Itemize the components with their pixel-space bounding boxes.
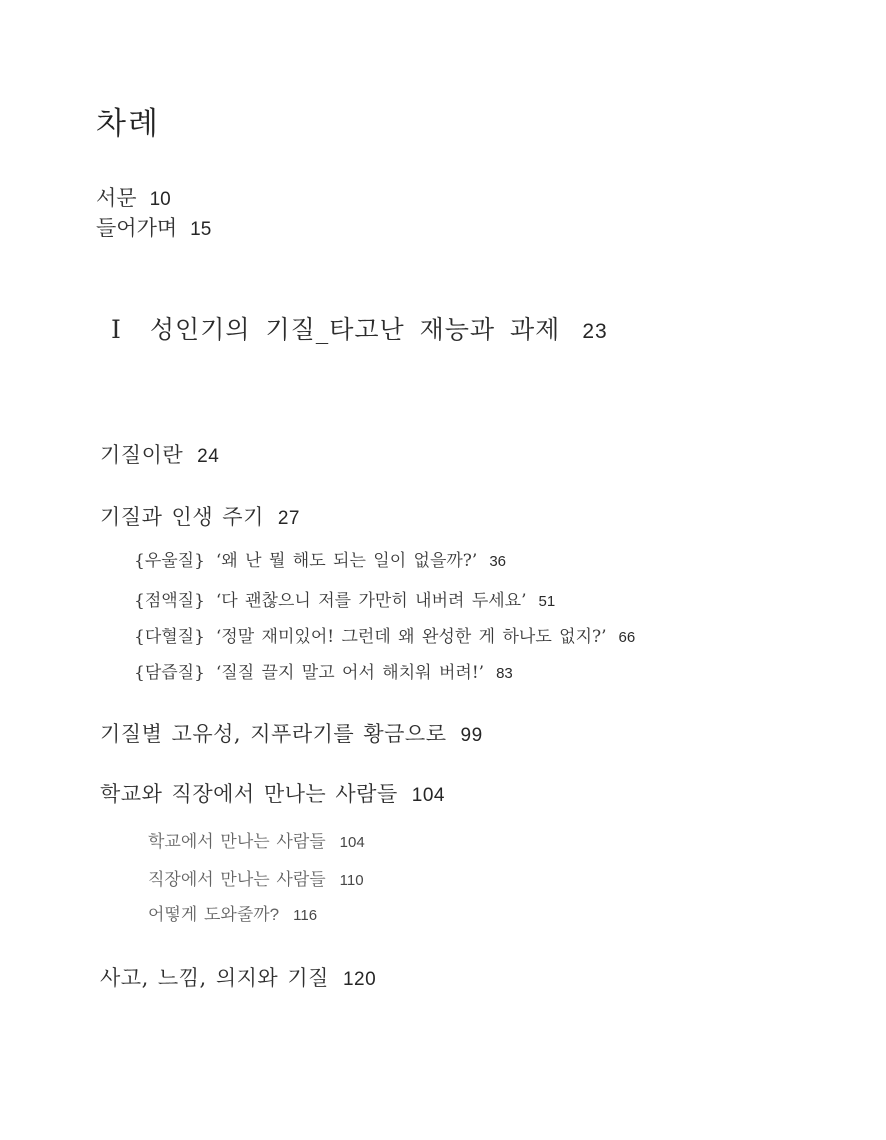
subentry-page-number: 83 [496, 665, 513, 682]
subentry-label: 어떻게 도와줄까? [148, 905, 280, 924]
section-page-number: 120 [342, 969, 377, 990]
part-numeral: Ⅰ [111, 315, 122, 344]
entry-label: 들어가며 [96, 216, 178, 240]
subentry-label: 학교에서 만나는 사람들 [148, 832, 326, 851]
section-title: 기질이란 [100, 443, 184, 467]
temperament-quote: ‘질질 끌지 말고 어서 해치워 버려!’ [215, 663, 485, 683]
subentry-page-number: 104 [339, 834, 365, 851]
section-page-number: 27 [277, 508, 300, 529]
section-page-number: 99 [460, 725, 483, 746]
subentry-page-number: 110 [339, 872, 364, 889]
subentry-phlegmatic [134, 586, 555, 611]
section-title: 기질과 인생 주기 [100, 505, 264, 529]
subentry-sanguine [134, 622, 635, 647]
temperament-quote: ‘왜 난 뭘 해도 되는 일이 없을까?’ [215, 551, 478, 571]
subentry-people-at-work [148, 865, 364, 890]
temperament-quote: ‘정말 재미있어! 그런데 왜 완성한 게 하나도 없지?’ [215, 627, 607, 647]
temperament-quote: ‘다 괜찮으니 저를 가만히 내버려 두세요’ [215, 591, 527, 611]
entry-page-number: 10 [149, 189, 171, 210]
part-page-number: 23 [582, 320, 608, 343]
toc-entry-preface [96, 182, 171, 212]
section-title: 사고, 느낌, 의지와 기질 [100, 966, 329, 990]
subentry-melancholic [134, 546, 506, 571]
part-heading [111, 310, 608, 346]
subentry-label: 직장에서 만나는 사람들 [148, 870, 326, 889]
subentry-page-number: 66 [618, 629, 636, 646]
section-title: 기질별 고유성, 지푸라기를 황금으로 [100, 722, 447, 746]
section-entry-thinking-feeling-willing [100, 962, 376, 992]
entry-label: 서문 [96, 186, 137, 210]
temperament-label: {점액질} [134, 591, 205, 611]
section-entry-temperament-life-cycle [100, 501, 300, 531]
entry-page-number: 15 [190, 219, 212, 240]
subentry-how-to-help [148, 900, 317, 925]
section-page-number: 104 [411, 785, 445, 806]
section-page-number: 24 [197, 446, 220, 467]
section-title: 학교와 직장에서 만나는 사람들 [100, 782, 398, 806]
page-title: 차례 [96, 106, 160, 142]
section-entry-what-is-temperament [100, 439, 219, 469]
part-title: 성인기의 기질_타고난 재능과 과제 [149, 315, 561, 344]
subentry-page-number: 51 [538, 593, 556, 610]
subentry-page-number: 36 [489, 553, 507, 570]
subentry-choleric [134, 658, 513, 683]
subentry-page-number: 116 [293, 907, 318, 924]
section-entry-uniqueness [100, 718, 483, 748]
subentry-people-at-school [148, 827, 365, 852]
temperament-label: {다혈질} [134, 627, 205, 647]
temperament-label: {담즙질} [134, 663, 205, 683]
section-entry-school-work-people [100, 778, 445, 808]
temperament-label: {우울질} [134, 551, 205, 571]
toc-entry-introduction [96, 212, 211, 242]
